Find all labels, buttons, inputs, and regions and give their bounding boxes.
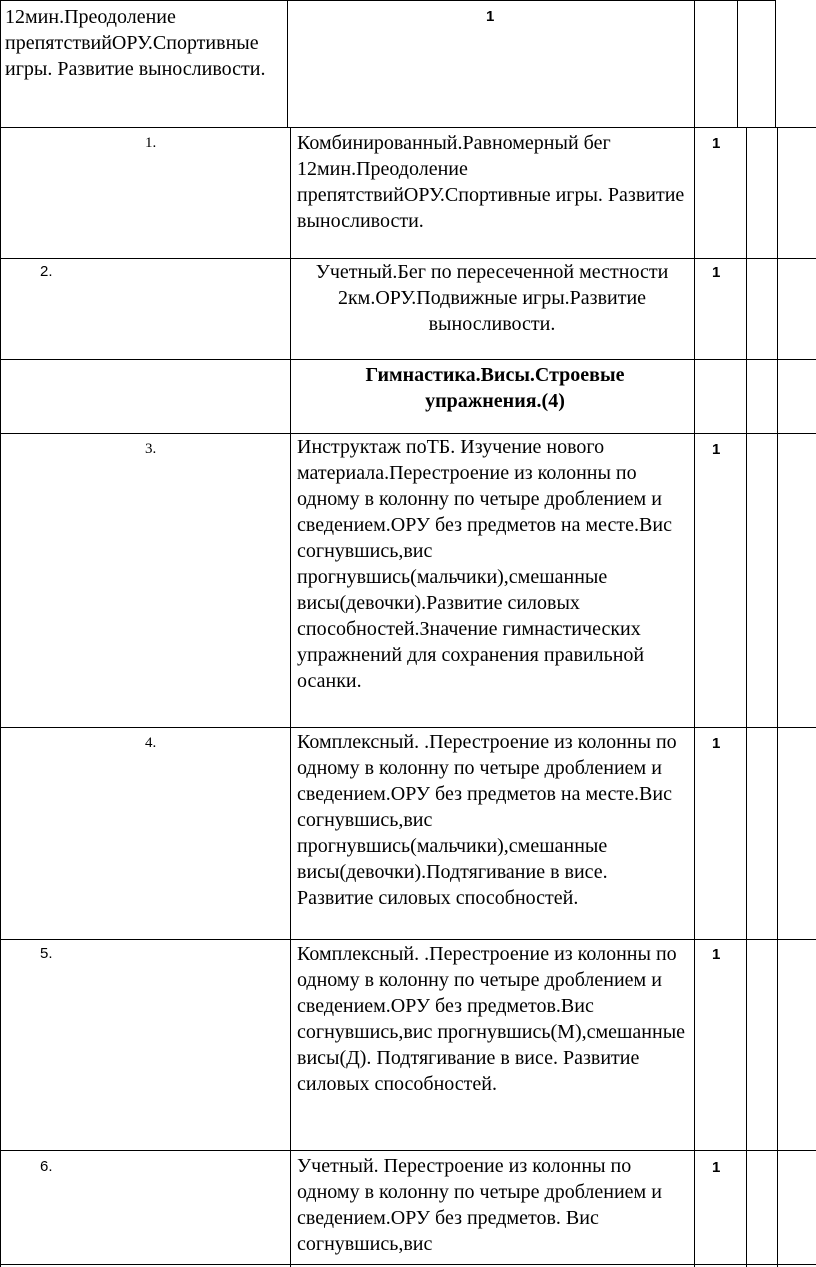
section-heading: Гимнастика.Висы.Строевые упражнения.(4): [365, 364, 625, 412]
row-hours: 1: [712, 135, 721, 152]
row-description: Комбинированный.Равномерный бег 12мин.Преодоление препятствийОРУ.Спортивные игры. Развитие выносливости.: [297, 132, 685, 232]
table-border: [775, 0, 776, 128]
row-hours: 1: [712, 1159, 721, 1176]
table-border: [746, 127, 747, 1267]
top-row-hours: 1: [486, 8, 495, 25]
table-border: [0, 0, 1, 128]
table-border: [777, 127, 778, 1267]
row-description: Комплексный. .Перестроение из колонны по одному в колонну по четыре дроблением и сведением.ОРУ без предметов.Вис согнувшись,вис прогнувшись(М),смешанные висы(Д). Подтягивание в висе. Развитие силовых способностей.: [297, 943, 686, 1095]
row-number: 5.: [40, 945, 53, 962]
row-number: 2.: [40, 263, 53, 280]
row-number: 4.: [145, 735, 157, 751]
row-hours: 1: [712, 735, 721, 752]
table-border: [290, 127, 291, 1267]
row-description: Инструктаж поТБ. Изучение нового материала.Перестроение из колонны по одному в колонну по четыре дроблением и сведением.ОРУ без предметов на месте.Вис согнувшись,вис прогнувшись(мальчики),смешанные висы(девочки).Развитие силовых способностей.Значение гимнастических упражнений для сохранения правильной осанки.: [297, 436, 672, 692]
row-number: 1.: [145, 135, 157, 151]
row-hours: 1: [712, 264, 721, 281]
row-hours: 1: [712, 441, 721, 458]
row-description: Комплексный. .Перестроение из колонны по одному в колонну по четыре дроблением и сведением.ОРУ без предметов на месте.Вис согнувшись,вис прогнувшись(мальчики),смешанные висы(девочки).Подтягивание в висе. Развитие силовых способностей.: [297, 731, 677, 909]
row-description: Учетный.Бег по пересеченной местности 2км.ОРУ.Подвижные игры.Развитие выносливости.: [315, 261, 669, 335]
table-border: [737, 0, 738, 128]
table-border: [694, 0, 695, 128]
row-hours: 1: [712, 946, 721, 963]
table-border: [0, 127, 1, 1267]
table-border: [287, 0, 288, 128]
top-row-description: 12мин.Преодоление препятствийОРУ.Спортивные игры. Развитие выносливости.: [5, 6, 266, 80]
table-border: [0, 0, 776, 1]
row-number: 6.: [40, 1158, 53, 1175]
table-border: [694, 127, 695, 1267]
row-description: Учетный. Перестроение из колонны по одному в колонну по четыре дроблением и сведением.ОРУ без предметов. Вис согнувшись,вис: [297, 1155, 662, 1255]
row-number: 3.: [145, 441, 157, 457]
